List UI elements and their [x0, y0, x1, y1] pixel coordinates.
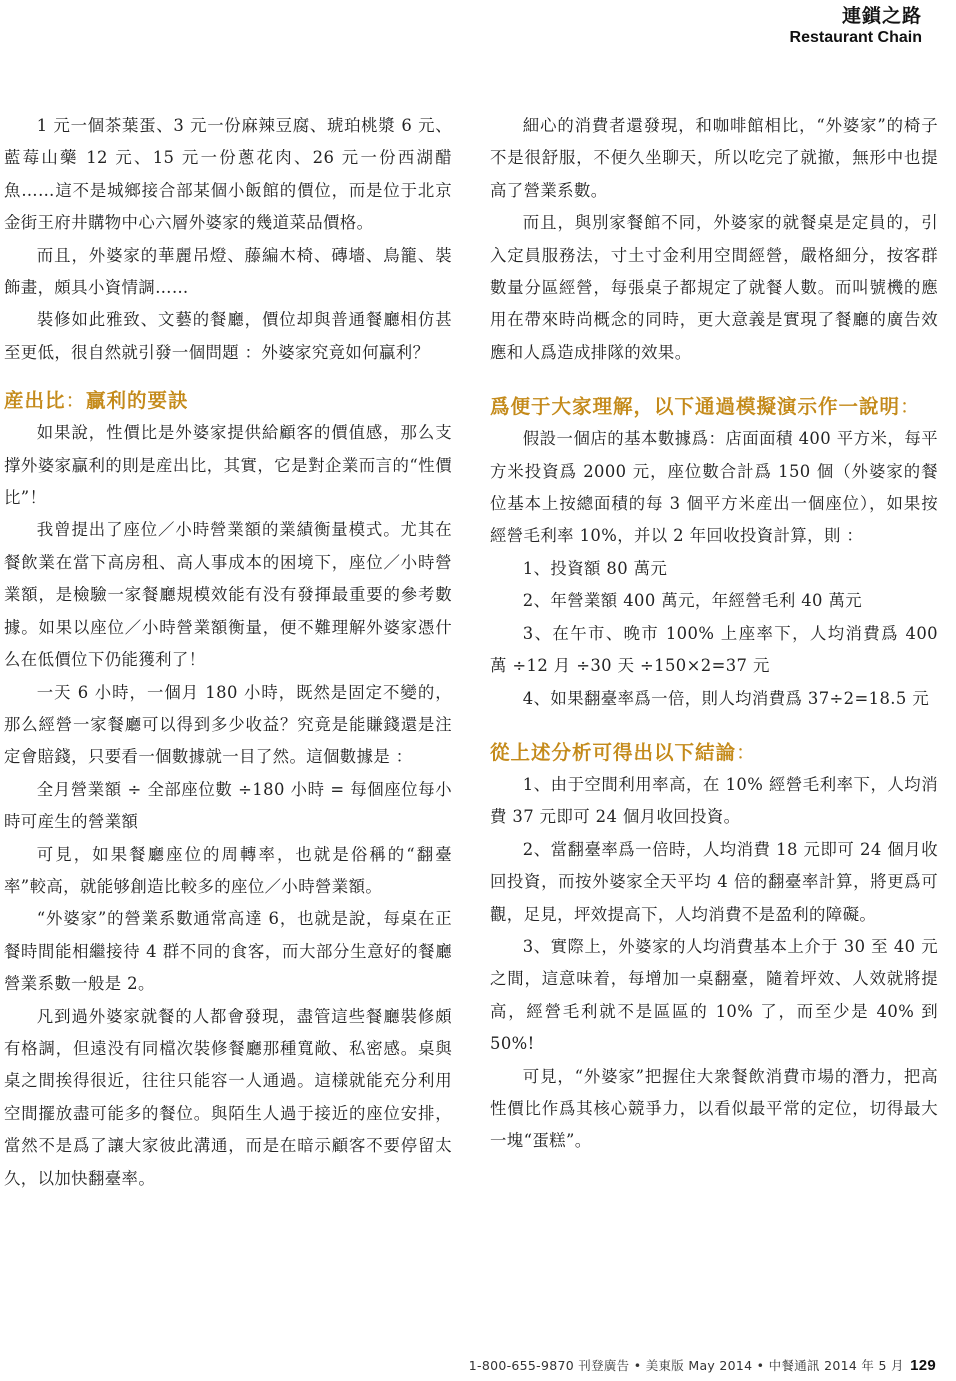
paragraph: 如果說，性價比是外婆家提供給顧客的價值感，那么支撑外婆家贏利的則是産出比，其實，它是對企業而言的“性價比”！	[4, 423, 452, 508]
page-footer	[0, 1356, 936, 1374]
list-item: 3、在午市、晚市 100% 上座率下，人均消費爲 400 萬 ÷12 月 ÷30 天 ÷150×2=37 元	[490, 623, 938, 676]
paragraph: 假設一個店的基本數據爲：店面面積 400 平方米，每平方米投資爲 2000 元，座位數合計爲 150 個（外婆家的餐位基本上按總面積的每 3 個平方米産出一個座位），如果按經營毛利率 10%，并以 2 年回收投資計算，則 ：	[490, 429, 938, 546]
paragraph: 而且，與別家餐館不同，外婆家的就餐桌是定員的，引入定員服務法，寸土寸金利用空間經營，嚴格細分，按客群數量分區經營，每張桌子都規定了就餐人數。而叫號機的應用在帶來時尚概念的同時，更大意義是實現了餐廳的廣告效應和人爲造成排隊的效果。	[490, 213, 938, 362]
list-item: 2、當翻臺率爲一倍時，人均消費 18 元即可 24 個月收回投資，而按外婆家全天平均 4 倍的翻臺率計算，將更爲可觀，足見，坪效提高下，人均消費不是盈利的障礙。	[490, 839, 938, 924]
list-item: 2、年營業額 400 萬元，年經營毛利 40 萬元	[522, 591, 863, 611]
heading-part: 爲便于大家理解，以下通過模擬演示作一說明	[490, 395, 901, 419]
footer-text: 1-800-655-9870 刊登廣告 • 美東版 May 2014 • 中餐通訊 2014 年 5 月	[468, 1358, 904, 1373]
paragraph: 裝修如此雅致、文藝的餐廳，價位却與普通餐廳相仿甚至更低，很自然就引發一個問題 ：外婆家究竟如何贏利？	[4, 310, 452, 362]
heading-part: 從上述分析可得出以下結論	[490, 740, 737, 764]
paragraph: 而且，外婆家的華麗吊燈、藤編木椅、磚墻、鳥籠、裝飾畫，頗具小資情調……	[4, 245, 452, 298]
heading-part: 贏利的要訣	[86, 389, 189, 413]
section-heading-conclusion	[490, 737, 938, 769]
paragraph: 一天 6 小時，一個月 180 小時，既然是固定不變的，那么經營一家餐廳可以得到多少收益？究竟是能賺錢還是注定會賠錢，只要看一個數據就一目了然。這個數據是 ：	[4, 682, 452, 767]
right-column	[490, 110, 938, 1158]
list-item: 4、如果翻臺率爲一倍，則人均消費爲 37÷2=18.5 元	[522, 688, 930, 708]
list-item: 3、實際上，外婆家的人均消費基本上介于 30 至 40 元之間，這意味着，每增加一桌翻臺，隨着坪效、人效就將提高，經營毛利就不是區區的 10% 了，而至少是 40% 到 50%!	[490, 936, 938, 1054]
paragraph: “外婆家”的營業系數通常高達 6，也就是說，每桌在正餐時間能相繼接待 4 群不同的食客，而大部分生意好的餐廳營業系數一般是 2。	[4, 909, 452, 994]
section-title-chinese: 連鎖之路	[841, 5, 922, 27]
list-item: 1、投資額 80 萬元	[522, 558, 668, 578]
paragraph: 我曾提出了座位／小時營業額的業績衡量模式。尤其在餐飲業在當下高房租、高人事成本的困境下，座位／小時營業額，是檢驗一家餐廳規模效能有没有發揮最重要的參考數據。如果以座位／小時營業額衡量，便不難理解外婆家憑什么在低價位下仍能獲利了！	[4, 520, 452, 670]
formula-paragraph: 全月營業額 ÷ 全部座位數 ÷180 小時 = 每個座位每小時可産生的營業額	[4, 779, 452, 832]
heading-colon: ：	[736, 740, 757, 764]
section-title-english: Restaurant Chain	[789, 29, 922, 46]
page-number: 129	[910, 1357, 936, 1374]
heading-colon: ：	[900, 395, 921, 419]
paragraph: 1 元一個茶葉蛋、3 元一份麻辣豆腐、琥珀桃漿 6 元、藍莓山藥 12 元、15 元一份蔥花肉、26 元一份西湖醋魚……這不是城鄉接合部某個小飯館的價位，而是位于北京金街王府井購物中心六層外婆家的幾道菜品價格。	[4, 116, 452, 233]
heading-colon: ：	[65, 389, 87, 413]
paragraph: 凡到過外婆家就餐的人都會發現，盡管這些餐廳裝修頗有格調，但遠没有同檔次裝修餐廳那種寬敞、私密感。桌與桌之間挨得很近，往往只能容一人通過。這樣就能充分利用空間擺放盡可能多的餐位。與陌生人過于接近的座位安排，當然不是爲了讓大家彼此溝通，而是在暗示顧客不要停留太久，以加快翻臺率。	[4, 1006, 452, 1188]
left-column	[4, 110, 452, 1195]
list-item: 1、由于空間利用率高，在 10% 經營毛利率下，人均消費 37 元即可 24 個月收回投資。	[490, 774, 938, 827]
section-heading-simulation	[490, 391, 938, 423]
heading-part: 産出比	[4, 389, 66, 413]
section-heading-output-ratio	[4, 385, 452, 417]
paragraph: 可見，“外婆家”把握住大衆餐飲消費市場的潛力，把高性價比作爲其核心競爭力，以看似最平常的定位，切得最大一塊“蛋糕”。	[490, 1066, 938, 1151]
section-header	[790, 4, 922, 48]
paragraph: 細心的消費者還發現，和咖啡館相比，“外婆家”的椅子不是很舒服，不便久坐聊天，所以吃完了就撤，無形中也提高了營業系數。	[490, 116, 938, 200]
paragraph: 可見，如果餐廳座位的周轉率，也就是俗稱的“翻臺率”較高，就能够創造比較多的座位／小時營業額。	[4, 844, 452, 896]
